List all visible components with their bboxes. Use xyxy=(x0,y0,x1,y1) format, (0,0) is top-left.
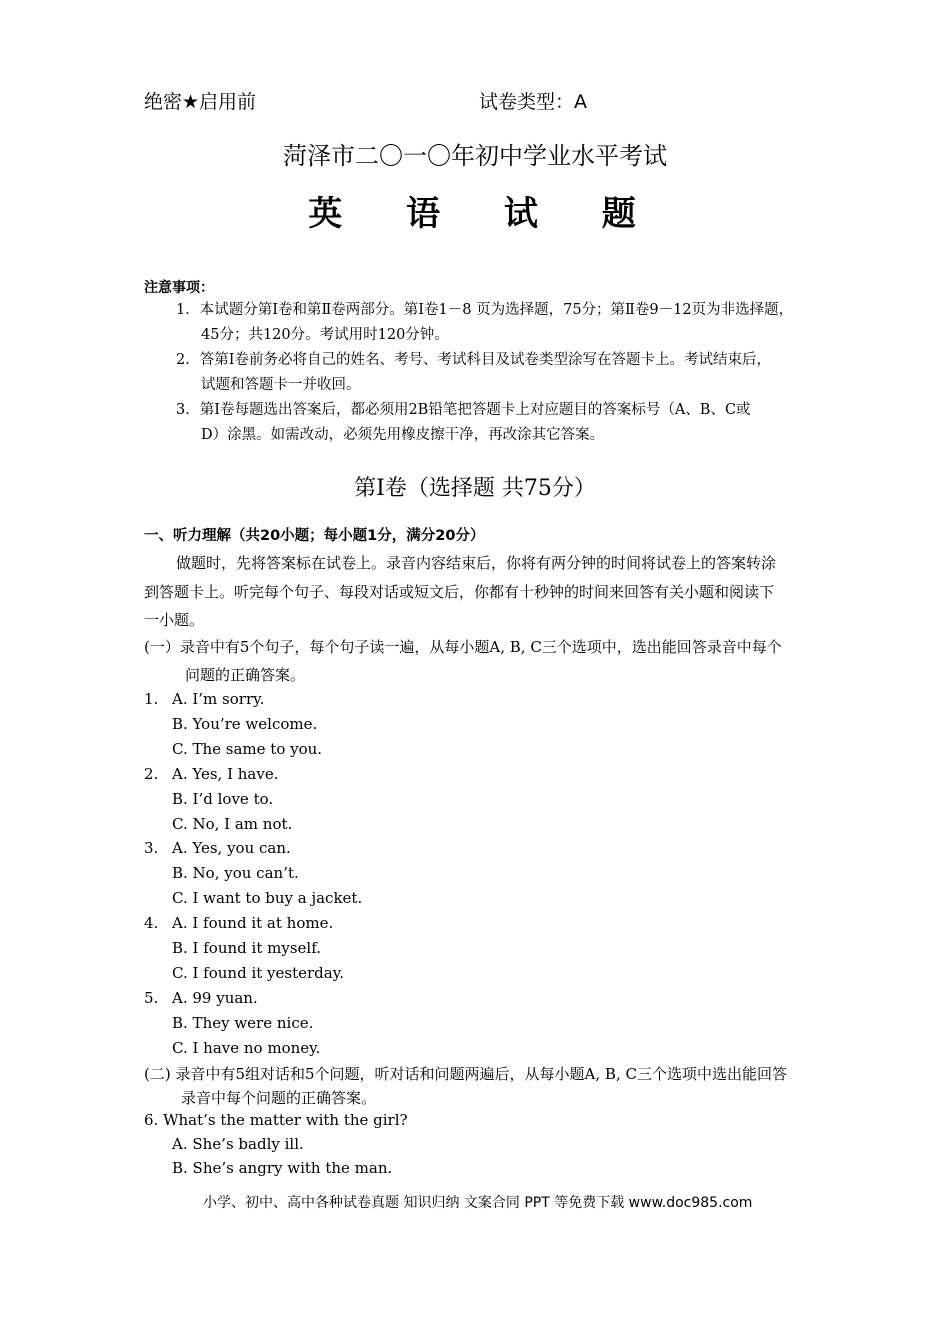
sub2-instruction: (二) 录音中有5组对话和5个问题，听对话和问题两遍后，从每小题A, B, C三个选项中选出能回答 xyxy=(144,1065,787,1083)
note-item-3-cont: D）涂黑。如需改动，必须先用橡皮擦干净，再改涂其它答案。 xyxy=(201,427,605,443)
option-a: A. She’s badly ill. xyxy=(172,1135,304,1153)
question-number: 5. xyxy=(144,989,159,1007)
option-c: C. I found it yesterday. xyxy=(172,964,344,982)
notes-heading: 注意事项： xyxy=(144,280,214,296)
option-a: A. 99 yuan. xyxy=(172,989,258,1007)
question-number: 1. xyxy=(144,690,159,708)
sub1-instruction-cont: 问题的正确答案。 xyxy=(185,666,306,684)
paper-type-label: 试卷类型：A xyxy=(479,91,587,113)
option-b: B. I’d love to. xyxy=(172,790,274,808)
part1-intro-line1: 做题时，先将答案标在试卷上。录音内容结束后，你将有两分钟的时间将试卷上的答案转涂 xyxy=(176,554,777,572)
question-number: 3. xyxy=(144,839,159,857)
note-item-1: 1．本试题分第Ⅰ卷和第Ⅱ卷两部分。第Ⅰ卷1－8 页为选择题，75分；第Ⅱ卷9－12页为非选择题， xyxy=(176,302,794,318)
option-a: A. I’m sorry. xyxy=(172,690,265,708)
option-b: B. They were nice. xyxy=(172,1014,314,1032)
option-b: B. You’re welcome. xyxy=(172,715,318,733)
option-b: B. She’s angry with the man. xyxy=(172,1159,393,1177)
part1-intro-line3: 一小题。 xyxy=(144,611,205,629)
option-b: B. I found it myself. xyxy=(172,939,321,957)
option-a: A. Yes, I have. xyxy=(172,765,279,783)
part1-intro-line2: 到答题卡上。听完每个句子、每段对话或短文后，你都有十秒钟的时间来回答有关小题和阅读下 xyxy=(144,583,775,601)
sub1-instruction: (一）录音中有5个句子，每个句子读一遍，从每小题A, B, C三个选项中，选出能回答录音中每个 xyxy=(144,638,782,656)
note-item-2: 2．答第Ⅰ卷前务必将自己的姓名、考号、考试科目及试卷类型涂写在答题卡上。考试结束后， xyxy=(176,352,771,368)
option-a: A. Yes, you can. xyxy=(172,839,291,857)
note-item-3: 3．第Ⅰ卷每题选出答案后，都必须用2B铅笔把答题卡上对应题目的答案标号（A、B、C或 xyxy=(176,402,751,418)
subject-title: 英 语 试 题 xyxy=(308,194,662,234)
question-6-stem: 6. What’s the matter with the girl? xyxy=(144,1111,408,1129)
section-title: 第Ⅰ卷（选择题 共75分） xyxy=(354,476,596,501)
option-c: C. No, I am not. xyxy=(172,815,293,833)
option-a: A. I found it at home. xyxy=(172,914,334,932)
confidential-label: 绝密★启用前 xyxy=(144,91,257,113)
option-c: C. I want to buy a jacket. xyxy=(172,889,363,907)
option-c: C. The same to you. xyxy=(172,740,323,758)
exam-title: 菏泽市二〇一〇年初中学业水平考试 xyxy=(283,142,667,170)
note-item-1-cont: 45分；共120分。考试用时120分钟。 xyxy=(201,327,449,343)
option-c: C. I have no money. xyxy=(172,1039,321,1057)
part1-heading: 一、听力理解（共20小题；每小题1分，满分20分） xyxy=(144,528,485,544)
question-number: 4. xyxy=(144,914,159,932)
sub2-instruction-cont: 录音中每个问题的正确答案。 xyxy=(181,1089,377,1107)
option-b: B. No, you can’t. xyxy=(172,864,299,882)
footer-text: 小学、初中、高中各种试卷真题 知识归纳 文案合同 PPT 等免费下载 www.doc985.com xyxy=(203,1195,753,1211)
question-number: 2. xyxy=(144,765,159,783)
note-item-2-cont: 试题和答题卡一并收回。 xyxy=(201,377,361,393)
